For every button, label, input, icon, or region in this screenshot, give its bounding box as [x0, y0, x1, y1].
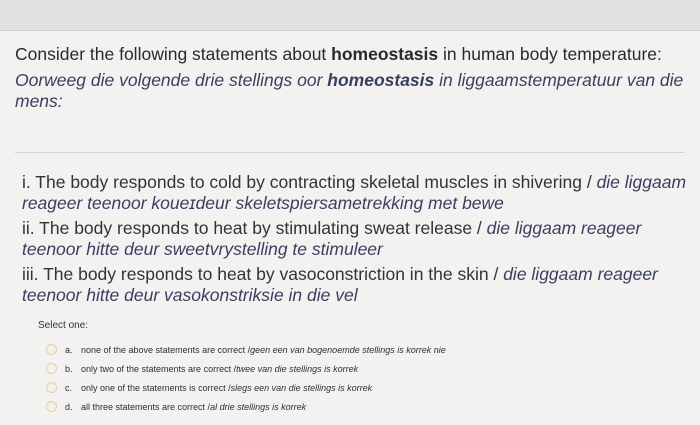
option-letter: c. — [65, 382, 73, 393]
option-afrikaans: al drie stellings is korrek — [210, 401, 307, 412]
select-one-label: Select one: — [38, 320, 89, 331]
radio-button[interactable] — [46, 382, 57, 393]
answer-options — [46, 340, 446, 416]
statement-afrikaans: die liggaam reageer teenoor koueɪdeur skeletspiersametrekking met bewe — [22, 172, 687, 213]
question-afrikaans — [15, 70, 685, 112]
option-afrikaans: geen een van bogenoemde stellings is korrek nie — [250, 344, 446, 355]
answer-option-a[interactable] — [46, 340, 446, 359]
statement-item — [22, 172, 692, 214]
answer-option-c[interactable] — [46, 378, 446, 397]
option-english: none of the above statements are correct / — [81, 344, 251, 355]
statements-list — [22, 172, 692, 310]
option-english: only two of the statements are correct / — [81, 363, 237, 374]
statement-english: i. The body responds to cold by contracting skeletal muscles in shivering / — [22, 172, 597, 192]
statement-item — [22, 264, 692, 306]
option-afrikaans: slegs een van die stellings is korrek — [230, 382, 373, 393]
option-letter: b. — [65, 363, 73, 374]
question-af-suffix: in liggaamstemperatuur van die mens: — [15, 70, 684, 111]
top-bar — [0, 0, 700, 31]
question-af-bold: homeostasis — [327, 70, 435, 90]
question-card — [0, 31, 700, 425]
question-af-prefix: Oorweeg die volgende drie stellings oor — [15, 70, 328, 90]
statement-afrikaans: die liggaam reageer teenoor hitte deur sweetvrystelling te stimuleer — [22, 218, 642, 259]
option-afrikaans: twee van die stellings is korrek — [236, 363, 359, 374]
option-letter: a. — [65, 344, 73, 355]
question-english — [15, 43, 685, 65]
question-en-bold: homeostasis — [331, 44, 439, 64]
answer-option-d[interactable] — [46, 397, 446, 416]
option-english: all three statements are correct / — [81, 401, 211, 412]
statement-item — [22, 218, 692, 260]
option-english: only one of the statements is correct / — [81, 382, 231, 393]
answer-option-b[interactable] — [46, 359, 446, 378]
question-en-prefix: Consider the following statements about — [15, 44, 332, 64]
question-en-suffix: in human body temperature: — [438, 44, 662, 64]
option-letter: d. — [65, 401, 73, 412]
radio-button[interactable] — [46, 363, 57, 374]
question-text — [15, 43, 685, 112]
statement-afrikaans: die liggaam reageer teenoor hitte deur vasokonstriksie in die vel — [22, 264, 658, 305]
divider — [15, 152, 685, 153]
radio-button[interactable] — [46, 344, 57, 355]
statement-english: ii. The body responds to heat by stimulating sweat release / — [22, 218, 487, 238]
statement-english: iii. The body responds to heat by vasoconstriction in the skin / — [22, 264, 504, 284]
radio-button[interactable] — [46, 401, 57, 412]
